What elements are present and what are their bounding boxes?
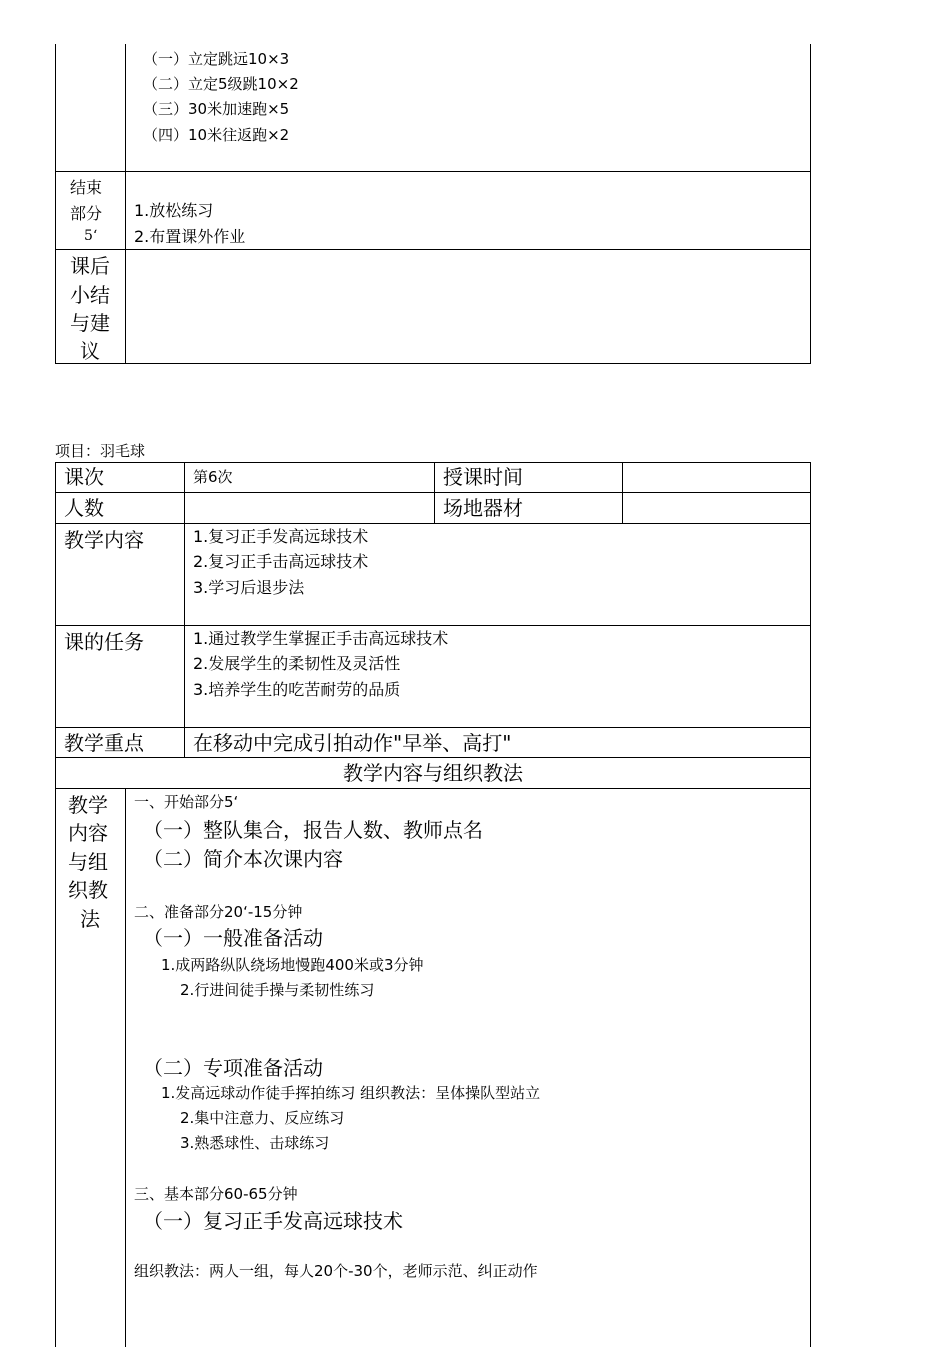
end-section-item: 1.放松练习 (134, 201, 214, 220)
teach-time-label: 授课时间 (443, 465, 523, 489)
task-label: 课的任务 (64, 630, 144, 654)
method-section-divider (125, 788, 126, 1347)
top-table-row-divider-2 (55, 249, 811, 250)
prep-subtitle: （二）专项准备活动 (143, 1056, 323, 1080)
activity-item: （一）立定跳远10×3 (143, 50, 290, 68)
method-left-label: 教学 (68, 793, 108, 817)
end-section-item: 2.布置课外作业 (134, 227, 246, 246)
summary-label: 议 (80, 339, 100, 363)
prep-item: 1.成两路纵队绕场地慢跑400米或3分钟 (161, 956, 424, 974)
lesson-no-value: 第6次 (193, 468, 233, 486)
summary-label: 课后 (70, 254, 110, 278)
start-item: （二）简介本次课内容 (143, 847, 343, 871)
people-label: 人数 (64, 496, 104, 520)
method-header: 教学内容与组织教法 (343, 761, 523, 785)
lesson-table-row-divider (55, 625, 811, 626)
prep-section-title: 二、准备部分20‘-15分钟 (134, 903, 303, 921)
task-item: 2.发展学生的柔韧性及灵活性 (193, 654, 401, 673)
lesson-no-label: 课次 (64, 465, 104, 489)
prep-subtitle: （一）一般准备活动 (143, 926, 323, 950)
lesson-table-top-border (55, 462, 811, 463)
method-left-label: 与组 (68, 850, 108, 874)
top-table-row-divider-1 (55, 171, 811, 172)
summary-label: 小结 (70, 283, 110, 307)
task-item: 3.培养学生的吃苦耐劳的品质 (193, 680, 401, 699)
method-left-label: 法 (80, 907, 100, 931)
end-section-label: 结束 (70, 178, 103, 197)
top-table-bottom-border (55, 363, 811, 364)
key-label: 教学重点 (64, 731, 144, 755)
lesson-table-col-divider (622, 462, 623, 523)
prep-item: 2.行进间徒手操与柔韧性练习 (180, 981, 375, 999)
prep-item: 1.发高远球动作徒手挥拍练习 组织教法：呈体操队型站立 (161, 1084, 541, 1102)
top-table-col-divider (125, 44, 126, 364)
lesson-table-row-divider (55, 757, 811, 758)
basic-section-title: 三、基本部分60-65分钟 (134, 1185, 298, 1203)
org-method-text: 组织教法：两人一组，每人20个-30个，老师示范、纠正动作 (134, 1262, 538, 1280)
key-value: 在移动中完成引拍动作"早举、高打" (193, 731, 512, 755)
top-table-left-border (55, 44, 56, 364)
lesson-table-left-border (55, 462, 56, 1347)
content-item: 3.学习后退步法 (193, 578, 305, 597)
summary-label: 与建 (70, 311, 110, 335)
end-section-duration: 5‘ (84, 228, 98, 244)
content-item: 2.复习正手击高远球技术 (193, 552, 369, 571)
task-item: 1.通过教学生掌握正手击高远球技术 (193, 629, 449, 648)
activity-item: （三）30米加速跑×5 (143, 100, 290, 118)
lesson-table-row-divider (55, 788, 811, 789)
prep-item: 2.集中注意力、反应练习 (180, 1109, 345, 1127)
activity-item: （四）10米往返跑×2 (143, 126, 290, 144)
lesson-table-col-divider (434, 462, 435, 523)
content-label: 教学内容 (64, 528, 144, 552)
start-section-title: 一、开始部分5‘ (134, 793, 239, 811)
content-item: 1.复习正手发高远球技术 (193, 527, 369, 546)
top-table-right-border (810, 44, 811, 364)
lesson-table-row-divider (55, 523, 811, 524)
lesson-table-row-divider (55, 492, 811, 493)
start-item: （一）整队集合，报告人数、教师点名 (143, 818, 483, 842)
lesson-table-label-divider (184, 462, 185, 757)
end-section-label: 部分 (70, 204, 103, 223)
venue-label: 场地器材 (443, 496, 523, 520)
method-left-label: 织教 (68, 878, 108, 902)
basic-subtitle: （一）复习正手发高远球技术 (143, 1209, 403, 1233)
project-label: 项目：羽毛球 (55, 442, 146, 460)
method-left-label: 内容 (68, 821, 108, 845)
prep-item: 3.熟悉球性、击球练习 (180, 1134, 330, 1152)
lesson-table-row-divider (55, 727, 811, 728)
lesson-table-right-border (810, 462, 811, 1347)
activity-item: （二）立定5级跳10×2 (143, 75, 299, 93)
